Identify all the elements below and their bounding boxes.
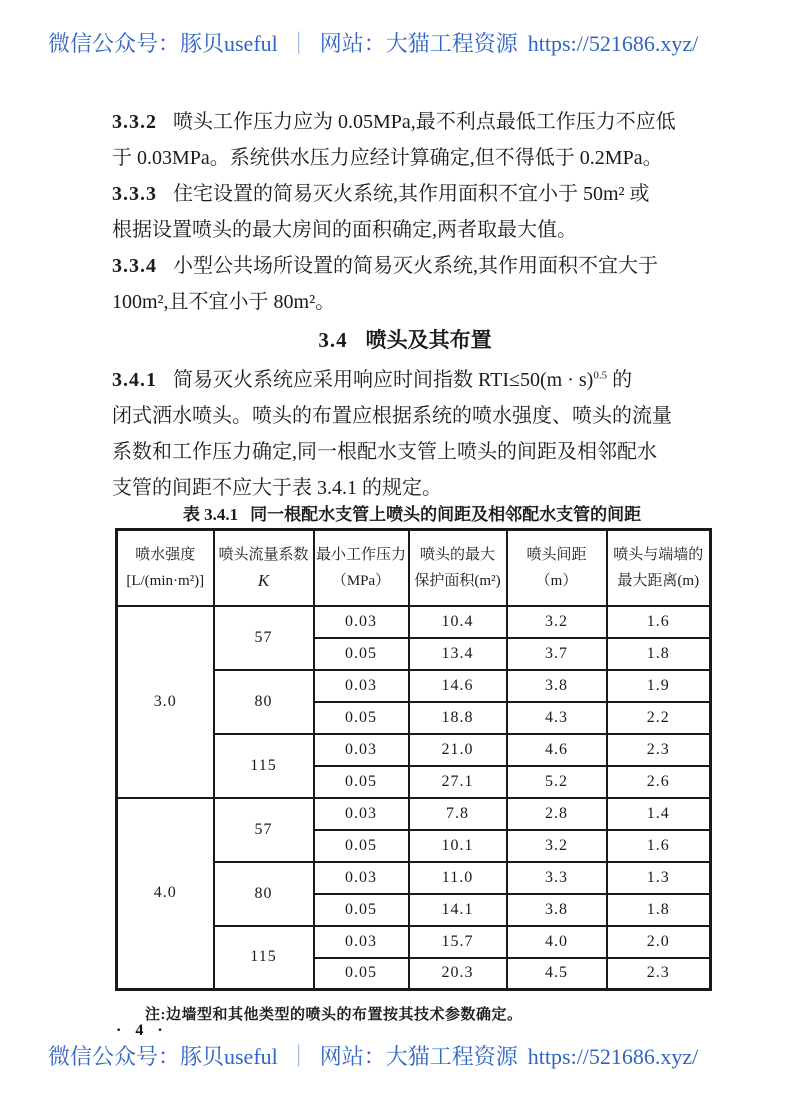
note-label: 注: (145, 1007, 166, 1023)
cell-area: 10.4 (409, 606, 507, 638)
watermark-separator: ｜ (287, 1044, 310, 1069)
cell-wall-distance: 1.4 (607, 798, 711, 830)
cell-intensity: 4.0 (117, 798, 214, 990)
header-watermark (48, 27, 768, 58)
cell-wall-distance: 2.3 (607, 734, 711, 766)
cell-area: 14.6 (409, 670, 507, 702)
exponent-text: 0.5 (593, 369, 608, 382)
page-number: · 4 · (116, 1022, 168, 1039)
cell-area: 7.8 (409, 798, 507, 830)
header-max-wall-distance: 喷头与端墙的 最大距离(m) (607, 530, 711, 606)
cell-pressure: 0.05 (314, 766, 409, 798)
section-paragraph-332 (112, 104, 698, 176)
cell-wall-distance: 2.3 (607, 958, 711, 990)
cell-k-value: 115 (214, 926, 314, 990)
cell-k-value: 80 (214, 862, 314, 926)
paragraph-text: 的 (607, 369, 633, 391)
paragraph-line (112, 362, 698, 398)
cell-area: 20.3 (409, 958, 507, 990)
cell-k-value: 57 (214, 606, 314, 670)
watermark-site-text: 网站：大猫工程资源 (319, 1044, 518, 1069)
table-note (145, 1003, 523, 1024)
cell-pressure: 0.05 (314, 638, 409, 670)
cell-spacing: 3.2 (507, 830, 607, 862)
cell-pressure: 0.05 (314, 958, 409, 990)
cell-spacing: 4.0 (507, 926, 607, 958)
header-spray-intensity: 喷水强度 [L/(min·m²)] (117, 530, 214, 606)
cell-pressure: 0.05 (314, 702, 409, 734)
cell-pressure: 0.05 (314, 830, 409, 862)
cell-wall-distance: 2.2 (607, 702, 711, 734)
section-paragraph-341 (112, 362, 698, 506)
table-header-row (117, 530, 711, 606)
table-caption (115, 500, 709, 525)
cell-pressure: 0.03 (314, 862, 409, 894)
paragraph-text: 住宅设置的简易灭火系统,其作用面积不宜小于 50m² 或 (173, 183, 650, 205)
section-number: 3.3.4 (112, 255, 157, 277)
watermark-url-text: https://521686.xyz/ (527, 31, 699, 56)
cell-area: 15.7 (409, 926, 507, 958)
section-paragraph-334 (112, 248, 698, 320)
table-row (117, 798, 711, 830)
section-heading (112, 322, 698, 358)
table-caption-text: 同一根配水支管上喷头的间距及相邻配水支管的间距 (250, 505, 642, 524)
cell-spacing: 3.8 (507, 894, 607, 926)
cell-area: 14.1 (409, 894, 507, 926)
cell-spacing: 4.6 (507, 734, 607, 766)
cell-pressure: 0.03 (314, 734, 409, 766)
section-number: 3.3.2 (112, 111, 157, 133)
cell-pressure: 0.03 (314, 606, 409, 638)
cell-spacing: 5.2 (507, 766, 607, 798)
header-flow-coefficient: 喷头流量系数 K (214, 530, 314, 606)
paragraph-line: 于 0.03MPa。系统供水压力应经计算确定,但不得低于 0.2MPa。 (112, 147, 663, 169)
section-number: 3.3.3 (112, 183, 157, 205)
header-sprinkler-spacing: 喷头间距 （m） (507, 530, 607, 606)
cell-area: 21.0 (409, 734, 507, 766)
heading-number: 3.4 (318, 328, 348, 352)
note-text: 边墙型和其他类型的喷头的布置按其技术参数确定。 (166, 1007, 523, 1023)
cell-area: 27.1 (409, 766, 507, 798)
watermark-separator: ｜ (287, 31, 310, 56)
cell-area: 11.0 (409, 862, 507, 894)
paragraph-line: 根据设置喷头的最大房间的面积确定,两者取最大值。 (112, 219, 577, 241)
cell-spacing: 4.5 (507, 958, 607, 990)
watermark-wechat-text: 微信公众号：豚贝useful (48, 1044, 278, 1069)
cell-wall-distance: 1.3 (607, 862, 711, 894)
watermark-wechat-text: 微信公众号：豚贝useful (48, 31, 278, 56)
cell-wall-distance: 1.9 (607, 670, 711, 702)
cell-spacing: 3.2 (507, 606, 607, 638)
cell-wall-distance: 2.6 (607, 766, 711, 798)
cell-area: 13.4 (409, 638, 507, 670)
cell-area: 18.8 (409, 702, 507, 734)
paragraph-line: 系数和工作压力确定,同一根配水支管上喷头的间距及相邻配水 (112, 441, 657, 463)
sprinkler-spacing-table (115, 528, 712, 991)
section-number: 3.4.1 (112, 369, 157, 391)
cell-pressure: 0.03 (314, 926, 409, 958)
cell-wall-distance: 2.0 (607, 926, 711, 958)
cell-area: 10.1 (409, 830, 507, 862)
cell-wall-distance: 1.6 (607, 606, 711, 638)
cell-spacing: 3.8 (507, 670, 607, 702)
cell-spacing: 4.3 (507, 702, 607, 734)
cell-spacing: 2.8 (507, 798, 607, 830)
paragraph-line: 支管的间距不应大于表 3.4.1 的规定。 (112, 477, 442, 499)
paragraph-text: 简易灭火系统应采用响应时间指数 RTI≤50(m · s) (173, 369, 594, 391)
cell-pressure: 0.03 (314, 798, 409, 830)
footer-watermark (48, 1040, 768, 1071)
paragraph-text: 喷头工作压力应为 0.05MPa,最不利点最低工作压力不应低 (173, 111, 676, 133)
paragraph-text: 小型公共场所设置的简易灭火系统,其作用面积不宜大于 (173, 255, 658, 277)
cell-spacing: 3.3 (507, 862, 607, 894)
heading-title: 喷头及其布置 (365, 328, 492, 352)
paragraph-line: 闭式洒水喷头。喷头的布置应根据系统的喷水强度、喷头的流量 (112, 405, 672, 427)
cell-k-value: 80 (214, 670, 314, 734)
paragraph-line: 100m²,且不宜小于 80m²。 (112, 291, 336, 313)
header-min-pressure: 最小工作压力 （MPa） (314, 530, 409, 606)
watermark-url-text: https://521686.xyz/ (527, 1044, 699, 1069)
cell-wall-distance: 1.8 (607, 638, 711, 670)
cell-k-value: 115 (214, 734, 314, 798)
table-caption-number: 表 3.4.1 (182, 505, 239, 524)
paragraph-line (112, 176, 698, 212)
cell-pressure: 0.05 (314, 894, 409, 926)
cell-k-value: 57 (214, 798, 314, 862)
cell-pressure: 0.03 (314, 670, 409, 702)
cell-wall-distance: 1.8 (607, 894, 711, 926)
cell-spacing: 3.7 (507, 638, 607, 670)
table-row (117, 606, 711, 638)
paragraph-line (112, 248, 698, 284)
paragraph-line (112, 104, 698, 140)
cell-wall-distance: 1.6 (607, 830, 711, 862)
cell-intensity: 3.0 (117, 606, 214, 798)
header-max-protection-area: 喷头的最大 保护面积(m²) (409, 530, 507, 606)
section-paragraph-333 (112, 176, 698, 248)
watermark-site-text: 网站：大猫工程资源 (319, 31, 518, 56)
